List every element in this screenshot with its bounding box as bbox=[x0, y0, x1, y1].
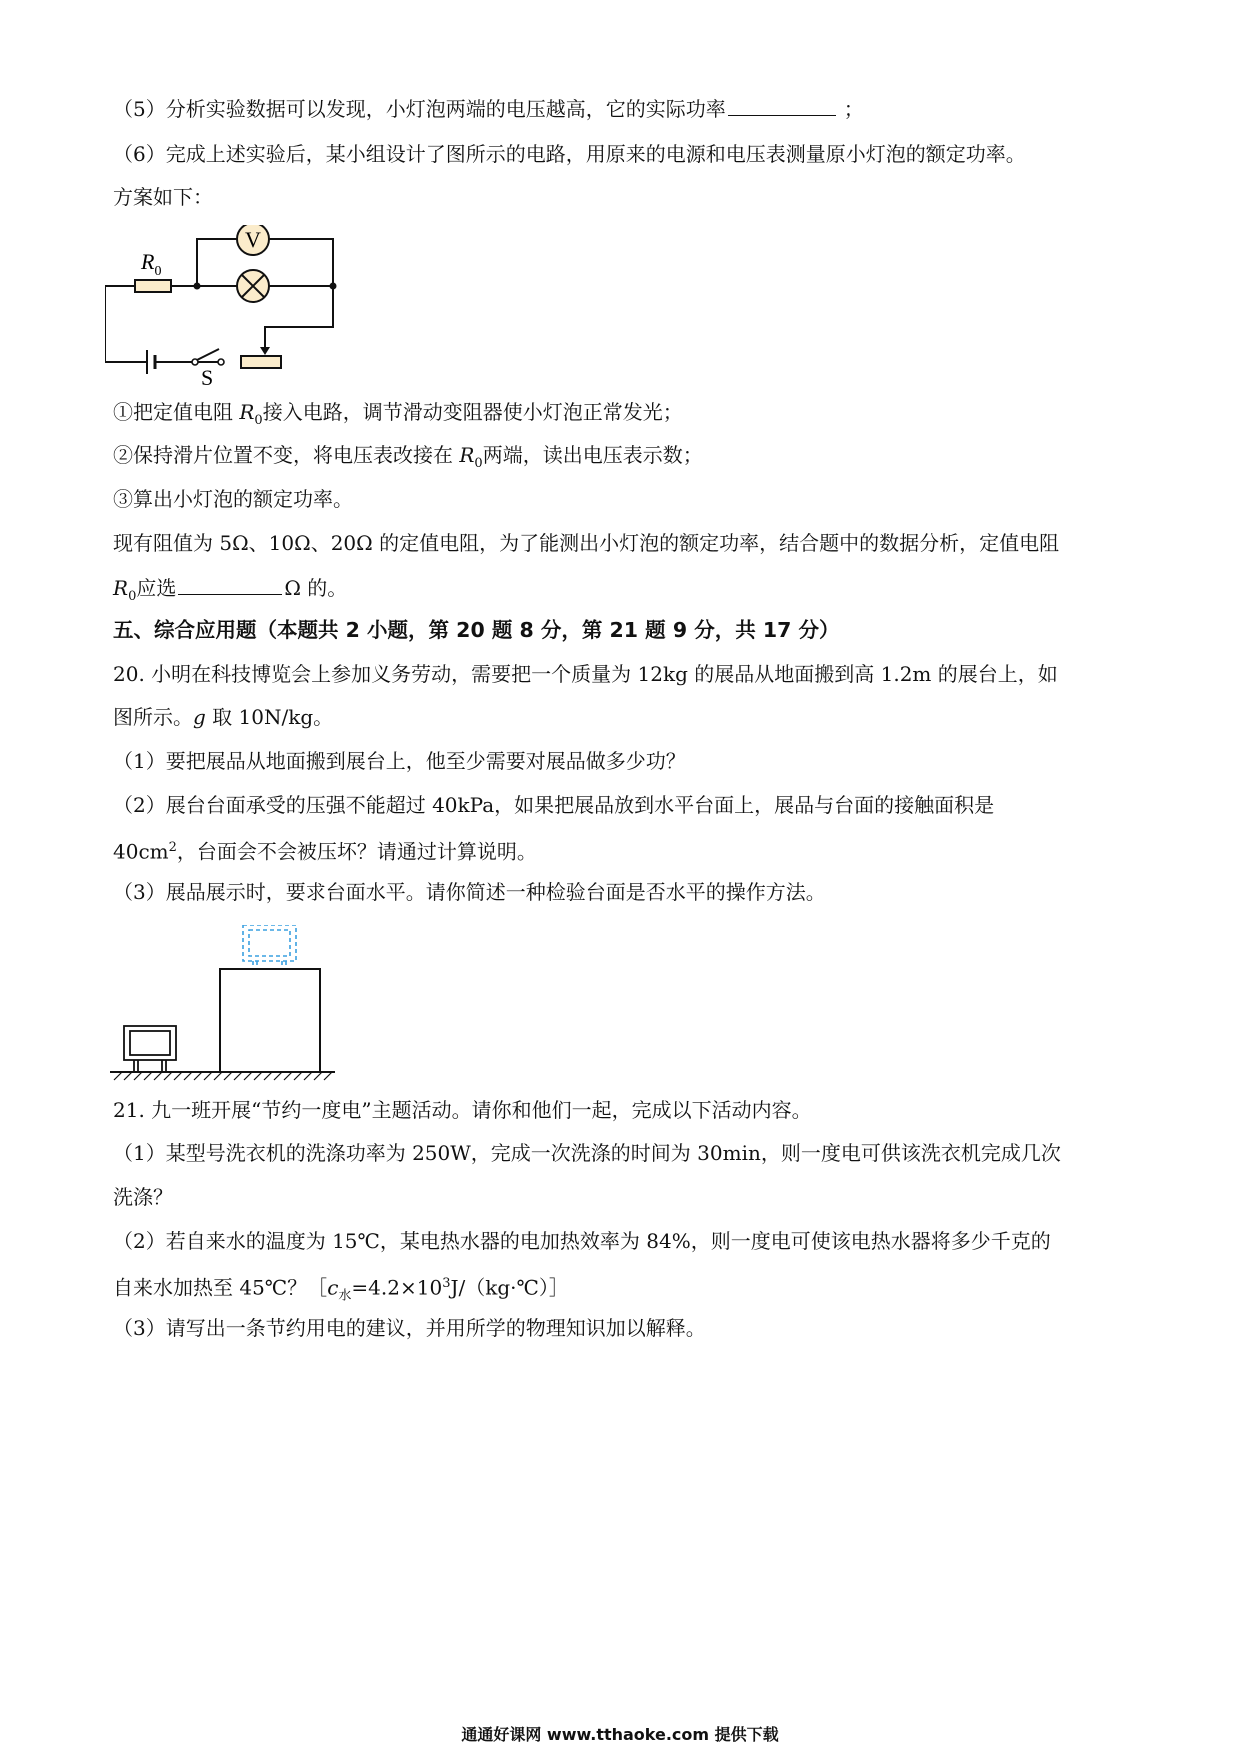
resistor-r0 bbox=[135, 280, 171, 292]
q21-part3: （3）请写出一条节约用电的建议，并用所学的物理知识加以解释。 bbox=[113, 1316, 706, 1340]
voltmeter-label: V bbox=[245, 227, 261, 252]
resistor-options: 现有阻值为 5Ω、10Ω、20Ω 的定值电阻，为了能测出小灯泡的额定功率，结合题中的数据分析，定值电阻 bbox=[113, 531, 1060, 555]
page-footer: 通通好课网 www.tthaoke.com 提供下载 bbox=[461, 1725, 779, 1744]
q20-part2-line1: （2）展台台面承受的压强不能超过 40kPa，如果把展品放到水平台面上，展品与台面的接触面积是 bbox=[113, 793, 995, 817]
resistor-choice: $R_0$应选 Ω 的。 bbox=[113, 572, 347, 612]
q20-stem-line2: 图所示。g 取 10N/kg。 bbox=[113, 705, 334, 729]
ground-line bbox=[110, 1072, 335, 1080]
section-heading: 五、综合应用题（本题共 2 小题，第 20 题 8 分，第 21 题 9 分，共 17 分） bbox=[113, 618, 840, 642]
exhibit-on-ground bbox=[124, 1026, 176, 1072]
exhibit-diagram bbox=[110, 925, 370, 1085]
answer-blank-power[interactable] bbox=[728, 93, 836, 116]
q19-part5: （5）分析实验数据可以发现，小灯泡两端的电压越高，它的实际功率 ； bbox=[113, 93, 864, 124]
q20-part2-line2: $40cm^2$，台面会不会被压坏？请通过计算说明。 bbox=[113, 839, 537, 864]
q21-stem: 21. 九一班开展“节约一度电”主题活动。请你和他们一起，完成以下活动内容。 bbox=[113, 1098, 812, 1122]
q19-part6: （6）完成上述实验后，某小组设计了图所示的电路，用原来的电源和电压表测量原小灯泡的额定功率。 bbox=[113, 142, 1026, 166]
display-platform bbox=[220, 969, 320, 1072]
q21-part1-line1: （1）某型号洗衣机的洗涤功率为 250W，完成一次洗涤的时间为 30min，则一度电可供该洗衣机完成几次 bbox=[113, 1141, 1061, 1165]
step-3: ③算出小灯泡的额定功率。 bbox=[113, 487, 353, 511]
switch-label: S bbox=[201, 365, 214, 390]
q21-part2-line1: （2）若自来水的温度为 15℃，某电热水器的电加热效率为 84%，则一度电可使该电热水器将多少千克的 bbox=[113, 1229, 1051, 1253]
rheostat-symbol bbox=[241, 356, 281, 368]
battery-symbol bbox=[147, 350, 155, 374]
answer-blank-resistance[interactable] bbox=[178, 572, 282, 595]
step-2: ②保持滑片位置不变，将电压表改接在 $R_0$两端，读出电压表示数； bbox=[113, 443, 703, 471]
q21-part2-line2: 自来水加热至 45℃？$[c_水=4.2\times 10^3J/(kg\cdot℃)]$ bbox=[113, 1275, 569, 1304]
q20-part1: （1）要把展品从地面搬到展台上，他至少需要对展品做多少功？ bbox=[113, 749, 686, 773]
exhibit-on-platform bbox=[243, 925, 296, 969]
step-1: ①把定值电阻 $R_0$接入电路，调节滑动变阻器使小灯泡正常发光； bbox=[113, 400, 683, 428]
q21-part1-line2: 洗涤？ bbox=[113, 1185, 173, 1209]
r0-label: $R_0$ bbox=[141, 249, 162, 279]
q20-stem-line1: 20. 小明在科技博览会上参加义务劳动，需要把一个质量为 12kg 的展品从地面搬到高 1.2m 的展台上，如 bbox=[113, 662, 1058, 686]
plan-intro: 方案如下： bbox=[113, 185, 213, 209]
q20-part3: （3）展品展示时，要求台面水平。请你简述一种检验台面是否水平的操作方法。 bbox=[113, 880, 826, 904]
